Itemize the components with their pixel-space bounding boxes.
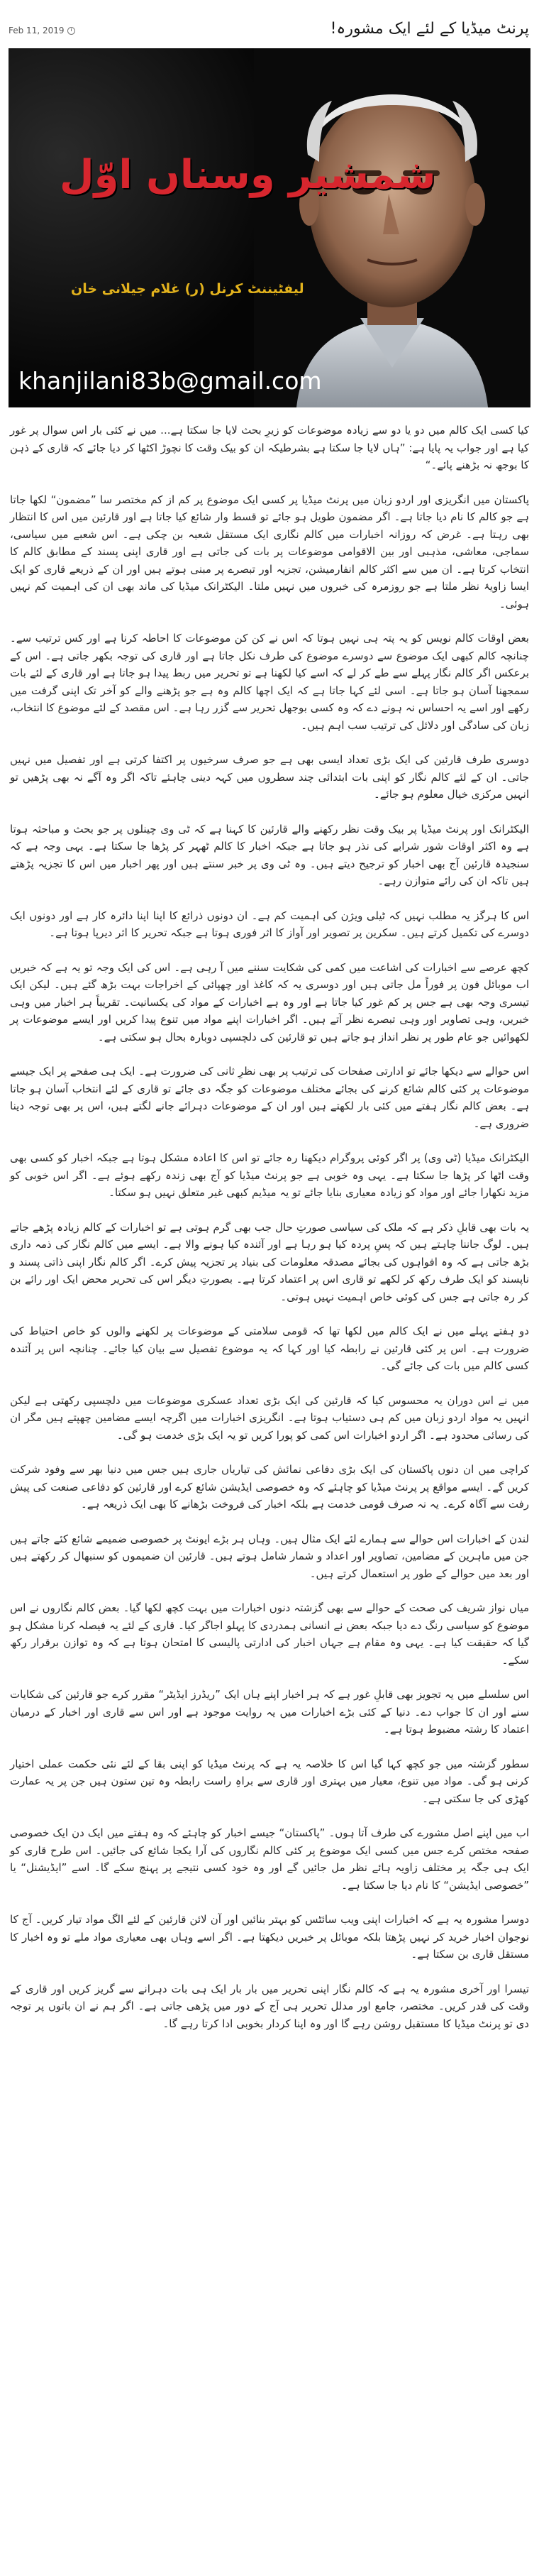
column-banner	[9, 48, 530, 407]
article-paragraph: الیکٹرانک میڈیا (ٹی وی) پر اگر کوئی پروگرام دیکھنا رہ جائے تو اس کا اعادہ مشکل ہوتا ہے جبکہ اخبار کو کسی بھی وقت اٹھا کر پڑھا جا سکتا ہے۔ یہی وہ خوبی ہے جو پرنٹ میڈیا کو آج بھی زندہ رکھے ہوئے ہے۔ اگر اس خوبی کو مزید نکھارا جائے اور مواد کو زیادہ معیاری بنایا جائے تو یہ میڈیم کبھی غیر متعلق نہیں ہو سکتا۔	[10, 1151, 529, 1199]
column-logo-text: شمشیر وسناں اوّل	[60, 152, 436, 198]
post-title: پرنٹ میڈیا کے لئے ایک مشورہ!	[330, 20, 529, 38]
article-paragraph: الیکٹرانک اور پرنٹ میڈیا پر بیک وقت نظر رکھنے والے قارئین کا کہنا ہے کہ ٹی وی چینلوں پر جو بحث و مباحثہ ہوتا ہے وہ اکثر اوقات شور شرابے کی نذر ہو جاتا ہے جبکہ اخبار کا کالم ٹھہر کر پڑھا جا سکتا ہے۔ یہی وجہ ہے کہ سنجیدہ قارئین آج بھی اخبار کو ترجیح دیتے ہیں۔ وہ ٹی وی پر خبر سنتے ہیں اور پھر اخبار میں اس کا تجزیہ پڑھتے ہیں تاکہ ان کی رائے متوازن رہے۔	[10, 822, 529, 887]
article-paragraph: کیا کسی ایک کالم میں دو یا دو سے زیادہ موضوعات کو زیرِ بحث لایا جا سکتا ہے... میں نے کئی بار اس سوال پر غور کیا ہے اور جواب یہ پایا ہے: ”ہاں لایا جا سکتا ہے بشرطیکہ ان کو بیک وقت کا نچوڑ اکٹھا کر دیا جائے کہ قاری کے ذہن کا بوجھ نہ بڑھنے پائے۔“	[10, 424, 529, 471]
article-paragraph: اس حوالے سے دیکھا جائے تو ادارتی صفحات کی ترتیب پر بھی نظرِ ثانی کی ضرورت ہے۔ ایک ہی صفحے پر ایک جیسے موضوعات پر کئی کالم شائع کرنے کی بجائے مختلف موضوعات کو جگہ دی جائے تو قاری کے لئے انتخاب آسان ہو جاتا ہے۔ بعض کالم نگار ہفتے میں کئی بار لکھتے ہیں اور ان کے موضوعات دہرائے جانے لگتے ہیں، اس پر بھی توجہ دینا ضروری ہے۔	[10, 1065, 529, 1130]
article-body	[10, 422, 529, 2049]
article-paragraph: اس کا ہرگز یہ مطلب نہیں کہ ٹیلی ویژن کی اہمیت کم ہے۔ ان دونوں ذرائع کا اپنا اپنا دائرہ کار ہے اور دونوں ایک دوسرے کی تکمیل کرتے ہیں۔ سکرین پر تصویر اور آواز کا اثر فوری ہوتا ہے جبکہ تحریر کا اثر دیرپا ہوتا ہے۔	[10, 909, 529, 939]
author-portrait	[254, 48, 530, 407]
article-paragraph: کچھ عرصے سے اخبارات کی اشاعت میں کمی کی شکایت سننے میں آ رہی ہے۔ اس کی ایک وجہ تو یہ ہے کہ خبریں اب موبائل فون پر فوراً مل جاتی ہیں اور دوسری یہ کہ کاغذ اور چھپائی کے اخراجات بہت بڑھ گئے ہیں۔ لیکن ایک تیسری وجہ بھی ہے جس پر کم غور کیا جاتا ہے اور وہ ہے اخبارات کے مواد کی یکسانیت۔ تقریباً ہر اخبار میں وہی خبریں، وہی تصاویر اور وہی تبصرے نظر آتے ہیں۔ اگر اخبارات اپنے مواد میں تنوع پیدا کریں اور ایسے موضوعات پر لکھوائیں جو عام طور پر نظر انداز ہو جاتے ہیں تو قارئین کی دلچسپی دوبارہ بحال ہو سکتی ہے۔	[10, 960, 529, 1043]
article-paragraph: یہ بات بھی قابلِ ذکر ہے کہ ملک کی سیاسی صورتِ حال جب بھی گرم ہوتی ہے تو اخبارات کے کالم زیادہ پڑھے جاتے ہیں۔ لوگ جاننا چاہتے ہیں کہ پسِ پردہ کیا ہو رہا ہے اور آئندہ کیا ہونے والا ہے۔ ایسے میں کالم نگار کی ذمہ داری بڑھ جاتی ہے کہ وہ افواہوں کی بجائے مصدقہ معلومات کی بنیاد پر تجزیہ پیش کرے۔ اگر کالم نگار اپنی ذاتی پسند و ناپسند کو ایک طرف رکھ کر لکھے تو قاری اس پر اعتماد کرتا ہے۔ بصورتِ دیگر اس کی تحریر محض ایک اور رائے بن کر رہ جاتی ہے جس کی کوئی خاص اہمیت نہیں ہوتی۔	[10, 1220, 529, 1303]
article-paragraph: پاکستان میں انگریزی اور اردو زبان میں پرنٹ میڈیا پر کسی ایک موضوع پر کم از کم مختصر سا ”مضمون“ لکھا جاتا ہے جو کالم کا نام دیا جاتا ہے۔ اگر مضمون طویل ہو جائے تو قسط وار شائع کیا جاتا ہے اور قارئین میں اس کا انتظار بھی رہتا ہے۔ غرض کہ روزانہ اخبارات میں کالم نگاری ایک مستقل شعبہ بن چکی ہے۔ اس شعبے میں سیاسی، سماجی، معاشی، مذہبی اور بین الاقوامی موضوعات پر بات کی جاتی ہے اور قاری اپنی پسند کے مطابق کالم کا انتخاب کرتا ہے۔ ان میں سے اکثر کالم انفارمیشن، تجزیہ اور تبصرے پر مبنی ہوتے ہیں اور ان کے ذریعے قاری کو ایک ایسا زاویۂ نظر ملتا ہے جو روزمرہ کی خبروں میں نہیں ملتا۔ الیکٹرانک میڈیا کی ماند بھی ان کی اہمیت کم نہیں ہوئی۔	[10, 493, 529, 610]
article-paragraph: دوسرا مشورہ یہ ہے کہ اخبارات اپنی ویب سائٹس کو بہتر بنائیں اور آن لائن قارئین کے لئے الگ مواد تیار کریں۔ آج کا نوجوان اخبار خرید کر نہیں پڑھتا بلکہ موبائل پر خبریں دیکھتا ہے۔ اگر اسے وہاں بھی معیاری مواد ملے تو وہ اخبار کا مستقل قاری بن سکتا ہے۔	[10, 1913, 529, 1961]
article-paragraph: کراچی میں ان دنوں پاکستان کی ایک بڑی دفاعی نمائش کی تیاریاں جاری ہیں جس میں دنیا بھر سے وفود شرکت کریں گے۔ ایسے مواقع پر پرنٹ میڈیا کو چاہئے کہ وہ خصوصی ایڈیشن شائع کرے اور قارئین کو دفاعی صنعت کی پیش رفت سے آگاہ کرے۔ یہ نہ صرف قومی خدمت ہے بلکہ اخبار کی فروخت بڑھانے کا بھی ایک ذریعہ ہے۔	[10, 1463, 529, 1511]
banner-background	[9, 48, 278, 407]
article-paragraph: دو ہفتے پہلے میں نے ایک کالم میں لکھا تھا کہ قومی سلامتی کے موضوعات پر لکھنے والوں کو خاص احتیاط کی ضرورت ہے۔ اس پر کئی قارئین نے رابطہ کیا اور کہا کہ یہ موضوع تفصیل سے بیان کیا جائے۔ چنانچہ اس پر آئندہ کسی کالم میں بات کی جائے گی۔	[10, 1325, 529, 1372]
article-paragraph: تیسرا اور آخری مشورہ یہ ہے کہ کالم نگار اپنی تحریر میں بار بار ایک ہی بات دہرانے سے گریز کریں اور قاری کے وقت کی قدر کریں۔ مختصر، جامع اور مدلل تحریر ہی آج کے دور میں پڑھی جاتی ہے۔ اگر ہم نے ان باتوں پر توجہ دی تو پرنٹ میڈیا کا مستقبل روشن رہے گا اور وہ اپنا کردار بخوبی ادا کرتا رہے گا۔	[10, 1982, 529, 2030]
article-paragraph: میاں نواز شریف کی صحت کے حوالے سے بھی گزشتہ دنوں اخبارات میں بہت کچھ لکھا گیا۔ بعض کالم نگاروں نے اس موضوع کو سیاسی رنگ دے دیا جبکہ بعض نے انسانی ہمدردی کا پہلو اجاگر کیا۔ قاری کے لئے یہ فیصلہ کرنا مشکل ہو گیا کہ حقیقت کیا ہے۔ یہی وہ مقام ہے جہاں اخبار کی ادارتی پالیسی کا امتحان ہوتا ہے کہ وہ توازن برقرار رکھ سکے۔	[10, 1601, 529, 1667]
article-paragraph: میں نے اس دوران یہ محسوس کیا کہ قارئین کی ایک بڑی تعداد عسکری موضوعات میں دلچسپی رکھتی ہے لیکن انہیں یہ مواد اردو زبان میں کم ہی دستیاب ہوتا ہے۔ انگریزی اخبارات میں اگرچہ ایسے مضامین چھپتے ہیں مگر ان کی رسائی محدود ہے۔ اگر اردو اخبارات اس کمی کو پورا کریں تو یہ ایک بڑی خدمت ہو گی۔	[10, 1393, 529, 1442]
post-date: Feb 11, 2019	[9, 26, 65, 35]
article-paragraph: اس سلسلے میں یہ تجویز بھی قابلِ غور ہے کہ ہر اخبار اپنے ہاں ایک ”ریڈرز ایڈیٹر“ مقرر کرے جو قارئین کی شکایات سنے اور ان کا جواب دے۔ دنیا کے کئی بڑے اخبارات میں یہ روایت موجود ہے اور اس سے قاری اور اخبار کے درمیان اعتماد کا رشتہ مضبوط ہوتا ہے۔	[10, 1688, 529, 1736]
clock-icon	[67, 27, 75, 35]
article-paragraph: سطور گزشتہ میں جو کچھ کہا گیا اس کا خلاصہ یہ ہے کہ پرنٹ میڈیا کو اپنی بقا کے لئے نئی حکمت عملی اختیار کرنی ہو گی۔ مواد میں تنوع، معیار میں بہتری اور قاری سے براہِ راست رابطہ وہ تین ستون ہیں جن پر یہ عمارت کھڑی کی جا سکتی ہے۔	[10, 1757, 529, 1805]
post-meta	[9, 26, 75, 35]
article-paragraph: لندن کے اخبارات اس حوالے سے ہمارے لئے ایک مثال ہیں۔ وہاں ہر بڑے ایونٹ پر خصوصی ضمیمے شائع کئے جاتے ہیں جن میں ماہرین کے مضامین، تصاویر اور اعداد و شمار شامل ہوتے ہیں۔ قارئین ان ضمیموں کو سنبھال کر رکھتے ہیں اور بعد میں حوالے کے طور پر استعمال کرتے ہیں۔	[10, 1532, 529, 1580]
author-byline: لیفٹیننٹ کرنل (ر) غلام جیلانی خان	[71, 281, 304, 297]
article-paragraph: اب میں اپنے اصل مشورے کی طرف آتا ہوں۔ ”پاکستان“ جیسے اخبار کو چاہئے کہ وہ ہفتے میں ایک دن ایک خصوصی صفحہ مختص کرے جس میں کسی ایک موضوع پر کئی کالم نگاروں کی آرا یکجا شائع کی جائیں۔ اس طرح قاری کو ایک ہی جگہ پر مختلف زاویہ ہائے نظر مل جائیں گے اور وہ خود کسی نتیجے پر پہنچ سکے گا۔ اسے ”ایڈیشنل“ یا ”خصوصی ایڈیشن“ کا نام دیا جا سکتا ہے۔	[10, 1826, 529, 1892]
author-email: khanjilani83b@gmail.com	[18, 367, 322, 395]
article-paragraph: دوسری طرف قارئین کی ایک بڑی تعداد ایسی بھی ہے جو صرف سرخیوں پر اکتفا کرتی ہے اور تفصیل میں نہیں جاتی۔ ان کے لئے کالم نگار کو اپنی بات ابتدائی چند سطروں میں کہہ دینی چاہئے تاکہ اگر وہ آگے نہ بھی پڑھیں تو انہیں مرکزی خیال معلوم ہو جائے۔	[10, 753, 529, 801]
article-paragraph: بعض اوقات کالم نویس کو یہ پتہ ہی نہیں ہوتا کہ اس نے کن کن موضوعات کا احاطہ کرنا ہے اور کس ترتیب سے۔ چنانچہ کالم کبھی ایک موضوع سے دوسرے موضوع کی طرف نکل جاتا ہے اور قاری کی توجہ بکھر جاتی ہے۔ اس کے برعکس اگر کالم نگار پہلے سے طے کر لے کہ اسے کیا لکھنا ہے تو تحریر میں ربط پیدا ہو جاتا ہے اور قاری کے لئے بات سمجھنا آسان ہو جاتا ہے۔ اسی لئے کہا جاتا ہے کہ ایک اچھا کالم وہ ہے جو پڑھنے والے کو آخر تک اپنی گرفت میں رکھے اور اسے یہ احساس نہ ہونے دے کہ وہ کسی بوجھل تحریر سے گزر رہا ہے۔ اس مقصد کے لئے موضوع کا انتخاب، زبان کی سادگی اور دلائل کی ترتیب سب اہم ہیں۔	[10, 632, 529, 732]
